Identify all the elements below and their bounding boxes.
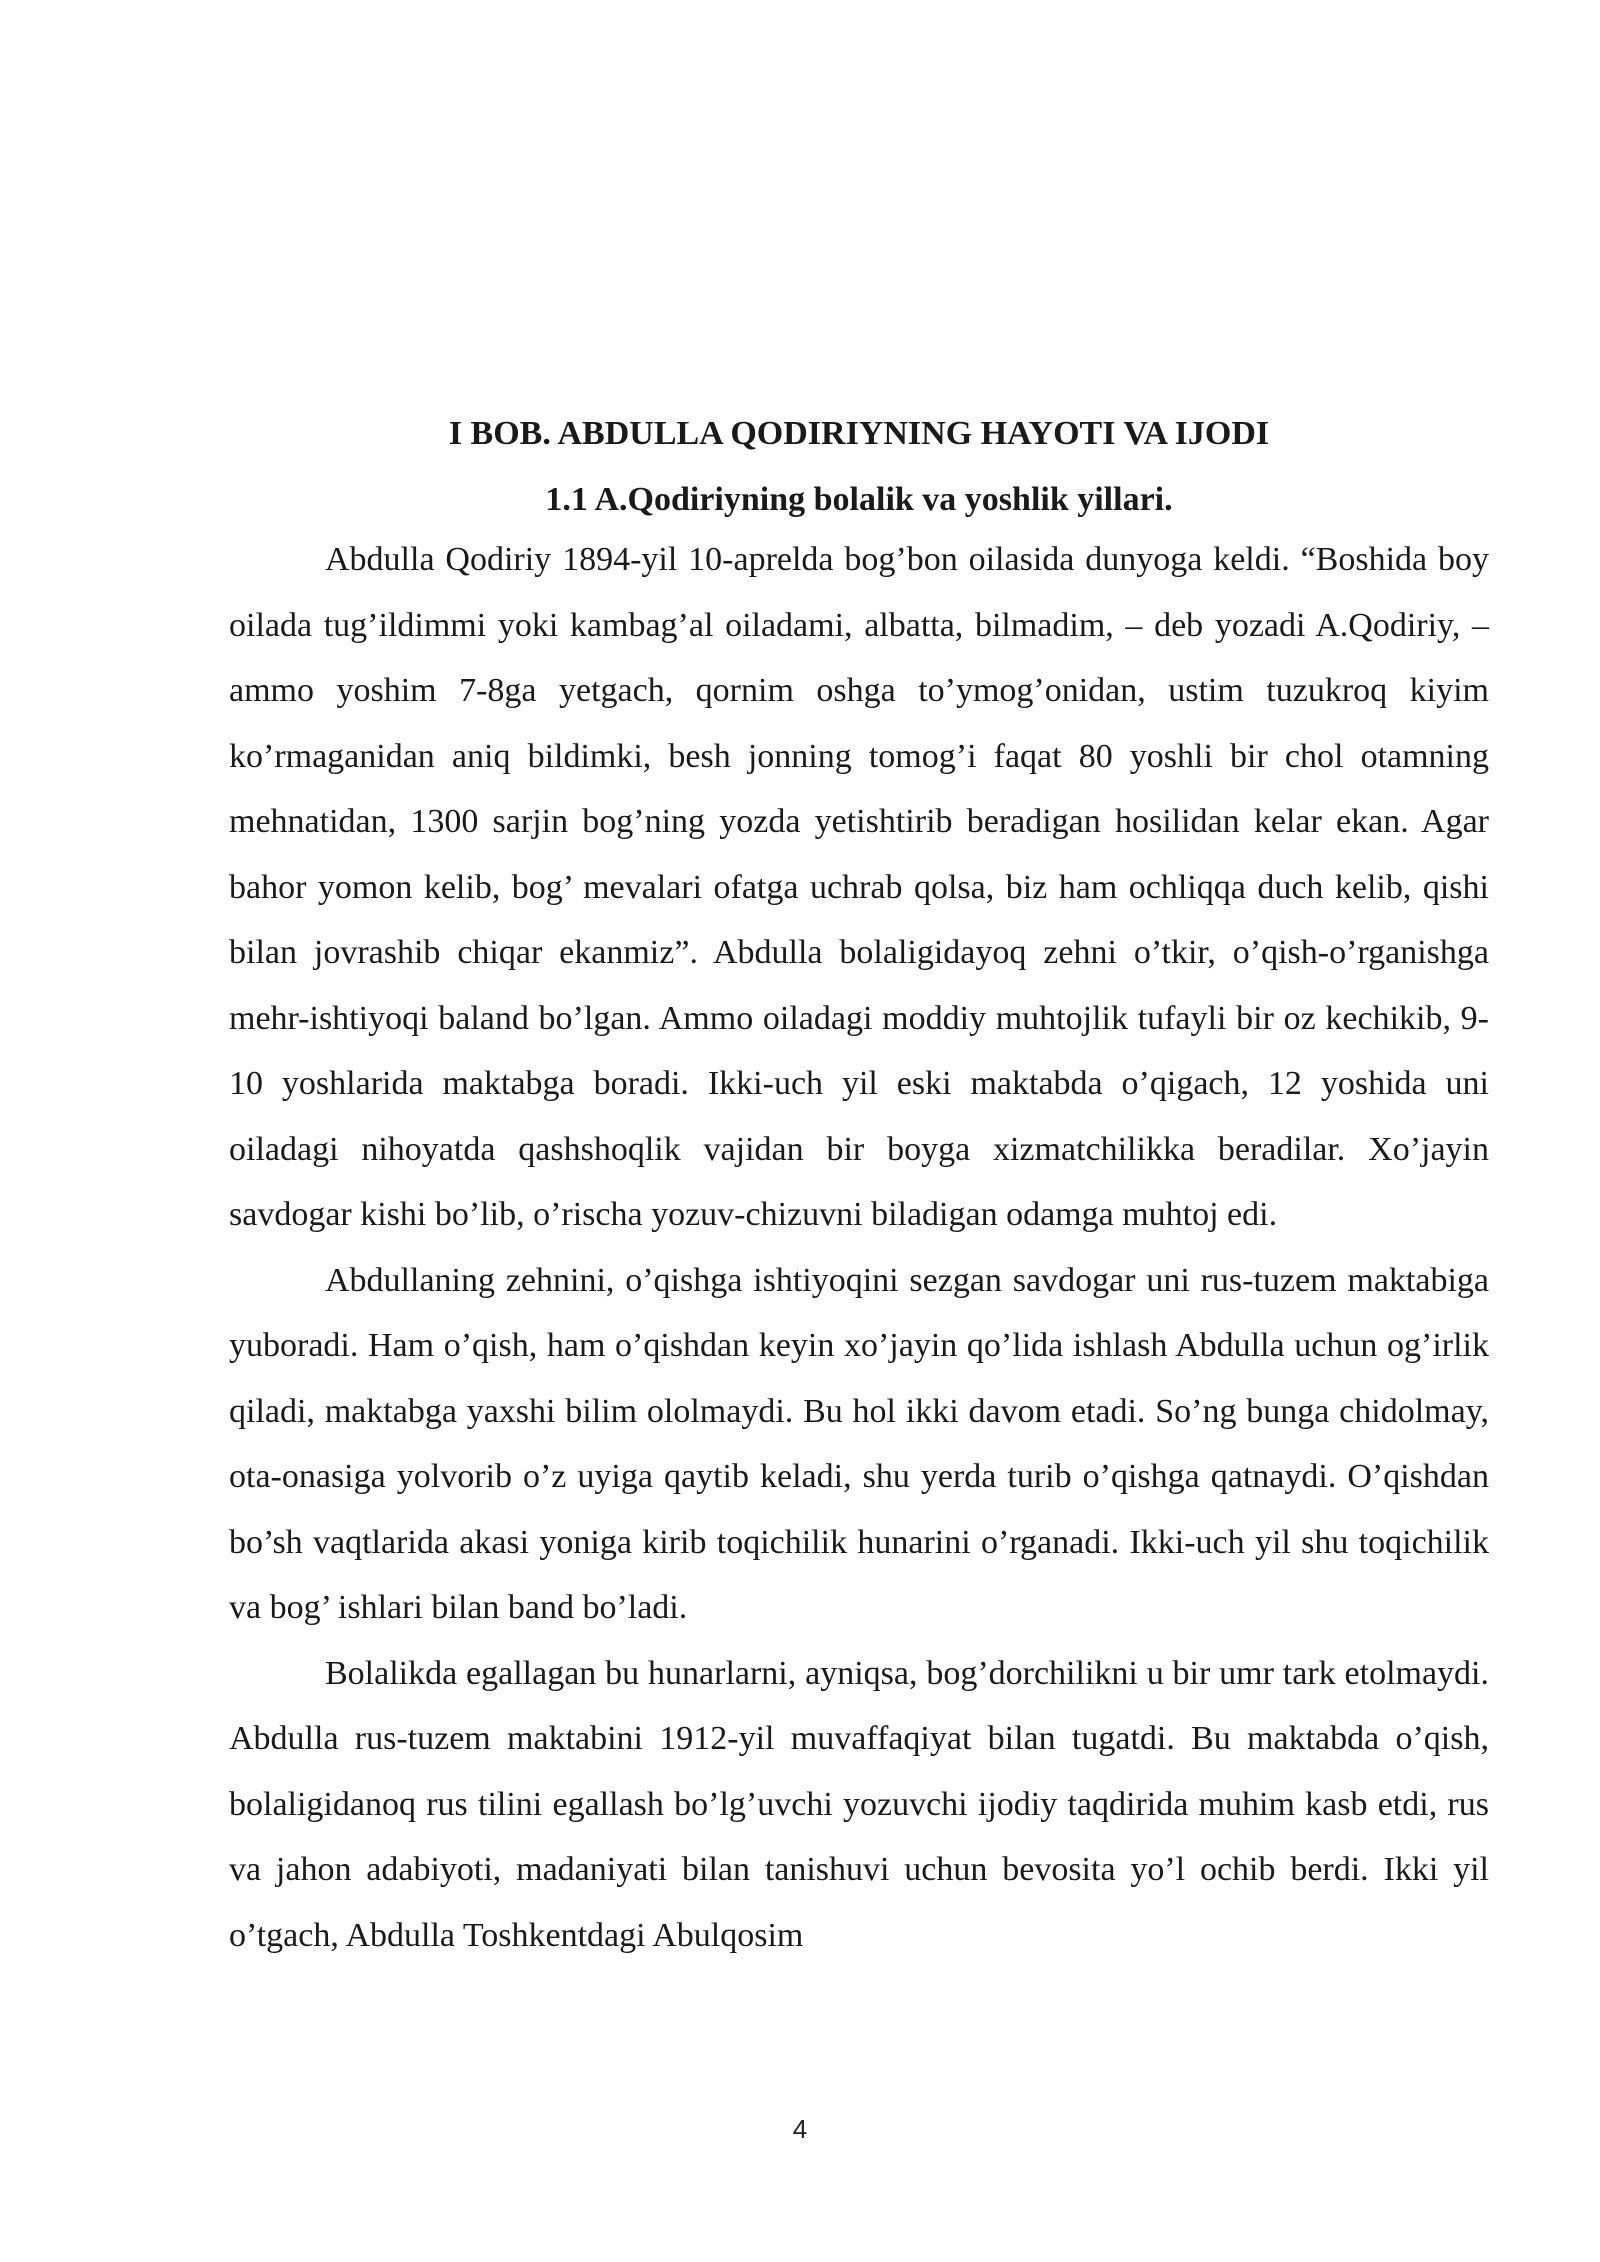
page-content bbox=[229, 410, 1489, 1968]
page-number: 4 bbox=[792, 2114, 808, 2144]
paragraph-3: Bolalikda egallagan bu hunarlarni, ayniqsa, bog’dorchilikni u bir umr tark etolmaydi. Abdulla rus-tuzem maktabini 1912-yil muvaffaqiyat bilan tugatdi. Bu maktabda o’qish, bolaligidanoq rus tilini egallash bo’lg’uvchi yozuvchi ijodiy taqdirida muhim kasb etdi, rus va jahon adabiyoti, madaniyati bilan tanishuvi uchun bevosita yo’l ochib berdi. Ikki yil o’tgach, Abdulla Toshkentdagi Abulqosim bbox=[229, 1654, 1489, 1954]
paragraph-2: Abdullaning zehnini, o’qishga ishtiyoqini sezgan savdogar uni rus-tuzem maktabiga yuboradi. Ham o’qish, ham o’qishdan keyin xo’jayin qo’lida ishlash Abdulla uchun og’irlik qiladi, maktabga yaxshi bilim ololmaydi. Bu hol ikki davom etadi. So’ng bunga chidolmay, ota-onasiga yolvorib o’z uyiga qaytib keladi, shu yerda turib o’qishga qatnaydi. O’qishdan bo’sh vaqtlarida akasi yoniga kirib toqichilik hunarini o’rganadi. Ikki-uch yil shu toqichilik va bog’ ishlari bilan band bo’ladi. bbox=[229, 1261, 1489, 1626]
chapter-title: I BOB. ABDULLA QODIRIYNING HAYOTI VA IJODI bbox=[448, 415, 1270, 452]
paragraph-1: Abdulla Qodiriy 1894-yil 10-aprelda bog’bon oilasida dunyoga keldi. “Boshida boy oilada tug’ildimmi yoki kambag’al oiladami, albatta, bilmadim, – deb yozadi A.Qodiriy, – ammo yoshim 7-8ga yetgach, qornim oshga to’ymog’onidan, ustim tuzukroq kiyim ko’rmaganidan aniq bildimki, besh jonning tomog’i faqat 80 yoshli bir chol otamning mehnatidan, 1300 sarjin bog’ning yozda yetishtirib beradigan hosilidan kelar ekan. Agar bahor yomon kelib, bog’ mevalari ofatga uchrab qolsa, biz ham ochliqqa duch kelib, qishi bilan jovrashib chiqar ekanmiz”. Abdulla bolaligidayoq zehni o’tkir, o’qish-o’rganishga mehr-ishtiyoqi baland bo’lgan. Ammo oiladagi moddiy muhtojlik tufayli bir oz kechikib, 9-10 yoshlarida maktabga boradi. Ikki-uch yil eski maktabda o’qigach, 12 yoshida uni oiladagi nihoyatda qashshoqlik vajidan bir boyga xizmatchilikka beradilar. Xo’jayin savdogar kishi bo’lib, o’rischa yozuv-chizuvni biladigan odamga muhtoj edi. bbox=[229, 541, 1489, 1233]
section-title: 1.1 A.Qodiriyning bolalik va yoshlik yillari. bbox=[545, 481, 1173, 518]
